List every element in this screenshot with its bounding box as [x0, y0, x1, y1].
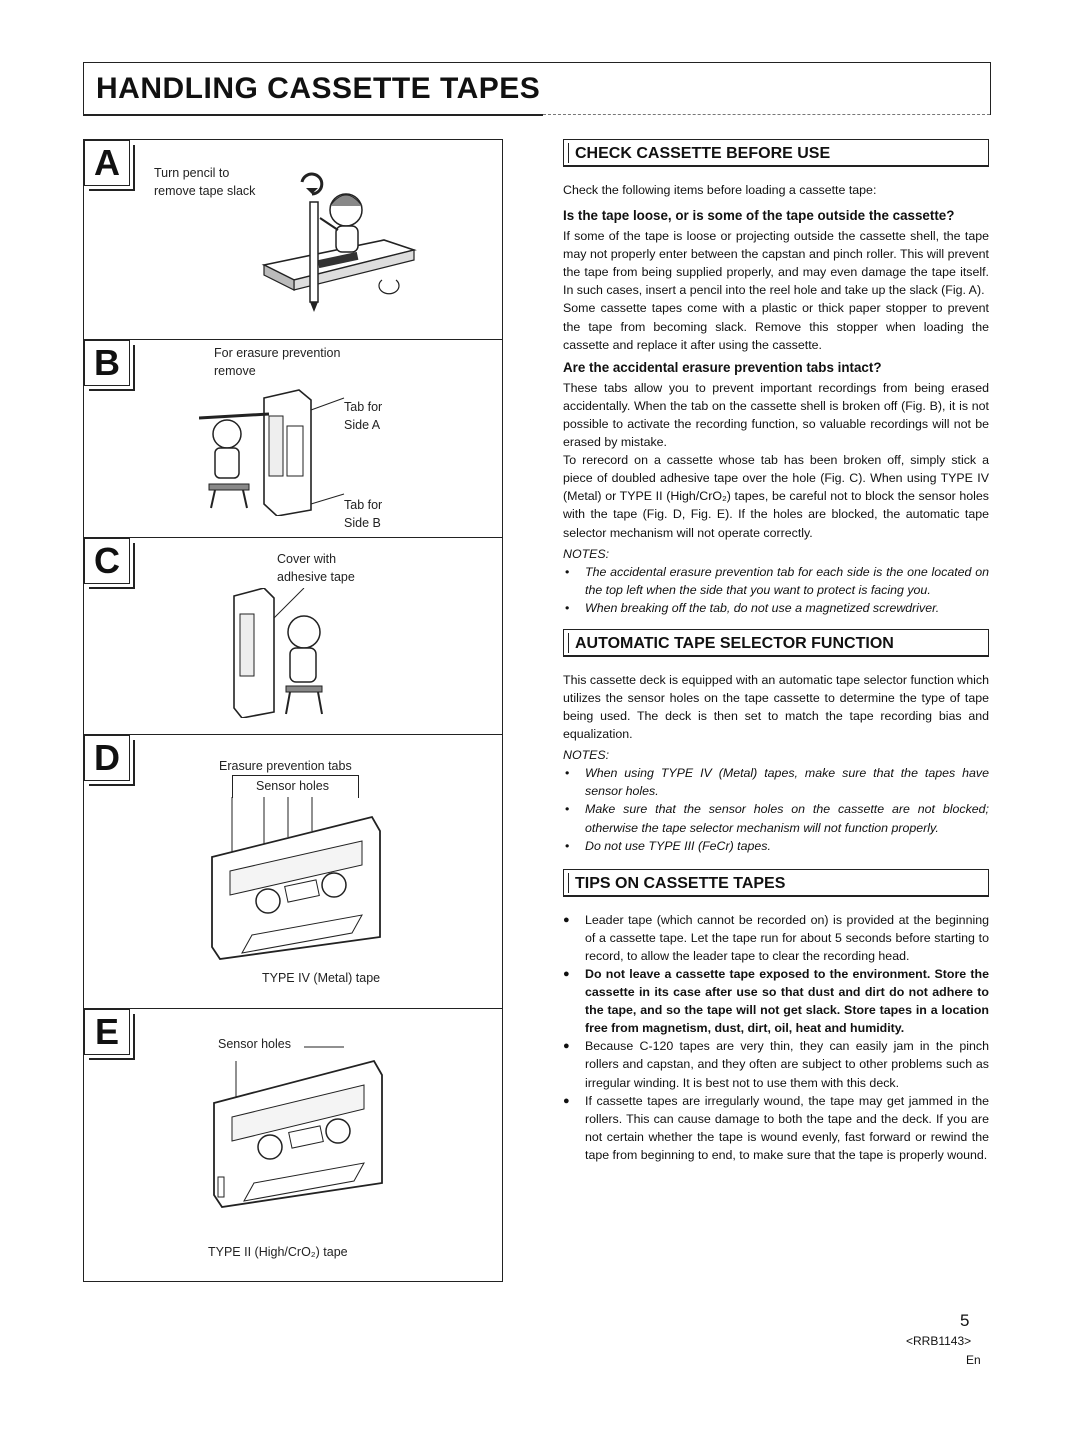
list-item: • When using TYPE IV (Metal) tapes, make sure that the tapes have sensor holes. — [563, 764, 989, 800]
erasure-prevention-tabs-label: Erasure prevention tabs — [219, 759, 352, 773]
check-cassette-heading: CHECK CASSETTE BEFORE USE — [563, 139, 989, 167]
figure-c-caption-line2: adhesive tape — [277, 570, 355, 584]
figure-a — [84, 140, 502, 340]
tab-side-b-line2: Side B — [344, 516, 381, 530]
check-paragraph-stopper: Some cassette tapes come with a plastic or thick paper stopper to prevent the tape from becoming slack. Remove this stopper when loading the cassette and replace it after using the cassette. — [563, 301, 989, 352]
check-notes-label: NOTES: — [563, 546, 610, 561]
tips-heading: TIPS ON CASSETTE TAPES — [563, 869, 989, 897]
list-item: ● Because C-120 tapes are very thin, they can easily jam in the pinch rollers and capstan, and they often are subject to other problems such as irregular winding. It is best not to use them with this deck. — [563, 1037, 989, 1091]
figure-e-sensor-holes-label: Sensor holes — [218, 1037, 291, 1051]
high-cro2-cassette-illustration — [204, 1037, 394, 1212]
list-item: ● Leader tape (which cannot be recorded on) is provided at the beginning of a cassette tape. Let the tape run for about 5 seconds before starting to record, to allow the leader tape to clear the recording head. — [563, 911, 989, 965]
tape-selector-notes-label: NOTES: — [563, 748, 610, 763]
screwdriver-tab-illustration — [199, 386, 349, 516]
check-paragraph-loose-tape: If some of the tape is loose or projecting outside the cassette shell, the tape may not properly enter between the capstan and pinch roller. This will prevent the tape from being supplied properly, and may even damage the tape itself. In such cases, insert a pencil into the reel hole and take up the slack (Fig. A). — [563, 229, 989, 298]
list-item: ● If cassette tapes are irregularly wound, the tape may get jammed in the rollers. This can cause damage to both the tape and the deck. If you are not certain whether the tape is wound evenly, fast forward or rewind the tape from beginning to end, to make sure that the tape is properly wound. — [563, 1092, 989, 1164]
check-notes-list — [563, 563, 989, 617]
tape-selector-heading: AUTOMATIC TAPE SELECTOR FUNCTION — [563, 629, 989, 657]
figure-b-caption-line1: For erasure prevention — [214, 346, 341, 360]
check-question-loose-tape: Is the tape loose, or is some of the tape outside the cassette? — [563, 208, 955, 224]
figure-e — [84, 1009, 502, 1283]
figure-e-label: E — [84, 1009, 130, 1055]
check-question-tabs: Are the accidental erasure prevention tabs intact? — [563, 359, 882, 375]
figure-a-caption-line2: remove tape slack — [154, 184, 256, 198]
title-rule — [83, 114, 543, 116]
check-paragraph-rerecord: To rerecord on a cassette whose tab has been broken off, simply stick a piece of doubled adhesive tape over the hole (Fig. C). When using TYPE IV (Metal) or TYPE II (High/CrO₂) tapes, be careful not to block the sensor holes with the tape (Fig. D, Fig. E). If the holes are blocked, the automatic tape selector mechanism will not operate correctly. — [563, 453, 989, 540]
figure-b-caption-line2: remove — [214, 364, 256, 378]
list-item: • The accidental erasure prevention tab for each side is the one located on the top left when the side that you want to protect is facing you. — [563, 563, 989, 599]
language-code: En — [966, 1353, 981, 1367]
figure-a-label: A — [84, 140, 130, 186]
list-item: • When breaking off the tab, do not use a magnetized screwdriver. — [563, 599, 989, 617]
page-number: 5 — [960, 1311, 970, 1330]
adhesive-tape-illustration — [224, 588, 354, 718]
text-column — [563, 139, 989, 1164]
figure-a-caption-line1: Turn pencil to — [154, 166, 230, 180]
figure-c-caption — [277, 550, 355, 586]
list-item: • Make sure that the sensor holes on the cassette are not blocked; otherwise the tape selector mechanism will not function properly. — [563, 800, 989, 836]
tape-selector-notes-list — [563, 764, 989, 854]
figure-panel — [83, 139, 503, 1282]
tape-selector-paragraph: This cassette deck is equipped with an automatic tape selector function which utilizes the sensor holes on the tape cassette to determine the type of tape being used. The deck is then set to match the tape recording bias and equalization. — [563, 672, 989, 742]
figure-c-caption-line1: Cover with — [277, 552, 337, 566]
page-title: HANDLING CASSETTE TAPES — [96, 72, 541, 105]
figure-c-label: C — [84, 538, 130, 584]
pencil-cassette-illustration — [254, 170, 424, 320]
figure-b-caption — [214, 344, 340, 380]
title-rule-dashed — [543, 114, 990, 115]
figure-b — [84, 340, 502, 538]
figure-c — [84, 538, 502, 735]
check-paragraph-tabs: These tabs allow you to prevent important recordings from being erased accidentally. When the tab on the cassette shell is broken off (Fig. B), it is not possible to activate the recording function, so valuable recordings will not be erased by mistake. — [563, 380, 989, 450]
check-intro: Check the following items before loading a cassette tape: — [563, 183, 877, 197]
tab-side-a-line2: Side A — [344, 418, 381, 432]
tab-side-a-line1: Tab for — [344, 400, 383, 414]
tips-list — [563, 911, 989, 1164]
figure-d-sensor-holes-label: Sensor holes — [256, 779, 329, 793]
list-item: • Do not use TYPE III (FeCr) tapes. — [563, 837, 989, 855]
tab-side-b-line1: Tab for — [344, 498, 383, 512]
figure-d — [84, 735, 502, 1009]
figure-e-caption: TYPE II (High/CrO₂) tape — [208, 1245, 348, 1259]
figure-d-label: D — [84, 735, 130, 781]
document-code: <RRB1143> — [906, 1334, 972, 1348]
metal-cassette-illustration — [202, 797, 382, 962]
list-item: ● Do not leave a cassette tape exposed to the environment. Store the cassette in its case after use so that dust and dirt do not adhere to the tape, and so the tape will not get slack. Store tapes in a location free from magnetism, dust, dirt, oil, heat and humidity. — [563, 965, 989, 1037]
figure-b-label: B — [84, 340, 130, 386]
figure-a-caption — [154, 164, 255, 200]
tab-side-a-label — [344, 398, 382, 434]
tab-side-b-label — [344, 496, 382, 532]
figure-d-caption: TYPE IV (Metal) tape — [262, 971, 381, 985]
